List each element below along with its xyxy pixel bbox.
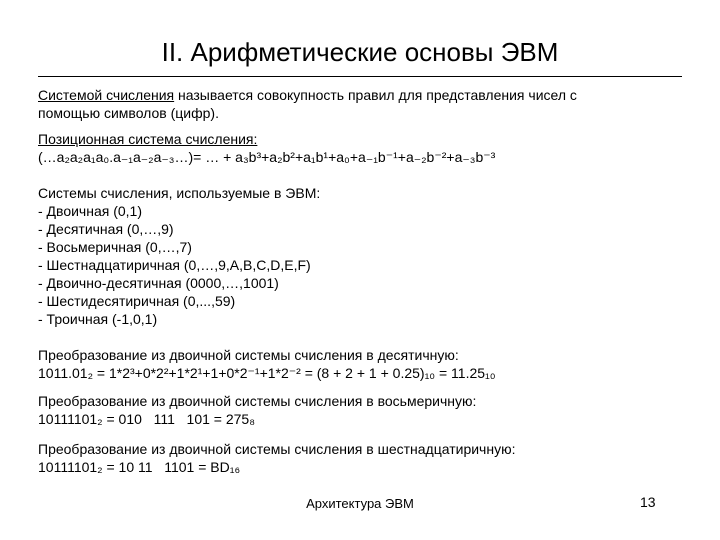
conversion-octal-section: [38, 392, 476, 428]
list-item: - Троичная (-1,0,1): [38, 311, 158, 327]
footer-text: Архитектура ЭВМ: [306, 496, 414, 511]
page-number: 13: [640, 494, 656, 510]
title-divider: [38, 76, 682, 77]
definition-line-1: [38, 86, 577, 104]
conversion-decimal-formula: 1011.01₂ = 1*2³+0*2²+1*2¹+1+0*2⁻¹+1*2⁻² = (8 + 2 + 1 + 0.25)₁₀ = 11.25₁₀: [38, 365, 496, 381]
list-item: - Шестидесятиричная (0,...,59): [38, 293, 236, 309]
list-item: - Двоичная (0,1): [38, 203, 142, 219]
conversion-hex-formula: 10111101₂ = 10 11 1101 = BD₁₆: [38, 459, 241, 475]
list-item: - Двоично-десятичная (0000,…,1001): [38, 275, 279, 291]
definition-paragraph: [38, 86, 577, 122]
conversion-octal-heading: Преобразование из двоичной системы счисления в восьмеричную:: [38, 393, 477, 409]
definition-text: называется совокупность правил для представления чисел с: [174, 87, 577, 103]
positional-section: [38, 130, 495, 166]
list-item: - Десятичная (0,…,9): [38, 221, 174, 237]
positional-heading: Позиционная система счисления:: [38, 131, 258, 147]
slide-title: II. Арифметические основы ЭВМ: [161, 37, 559, 67]
systems-heading: Системы счисления, используемые в ЭВМ:: [38, 185, 321, 201]
definition-term: Системой счисления: [38, 87, 175, 103]
systems-section: [38, 184, 320, 328]
conversion-hex-section: [38, 440, 515, 476]
list-item: - Шестнадцатиричная (0,…,9,A,B,C,D,E,F): [38, 257, 311, 273]
conversion-decimal-section: [38, 346, 496, 382]
definition-line-2: помощью символов (цифр).: [38, 105, 219, 121]
conversion-octal-formula: 10111101₂ = 010 111 101 = 275₈: [38, 411, 256, 427]
conversion-hex-heading: Преобразование из двоичной системы счисления в шестнадцатиричную:: [38, 441, 516, 457]
positional-formula: (…a₂a₂a₁a₀.a₋₁a₋₂a₋₃…)= … + a₃b³+a₂b²+a₁b¹+a₀+a₋₁b⁻¹+a₋₂b⁻²+a₋₃b⁻³: [38, 149, 496, 165]
list-item: - Восьмеричная (0,…,7): [38, 239, 192, 255]
conversion-decimal-heading: Преобразование из двоичной системы счисления в десятичную:: [38, 347, 459, 363]
